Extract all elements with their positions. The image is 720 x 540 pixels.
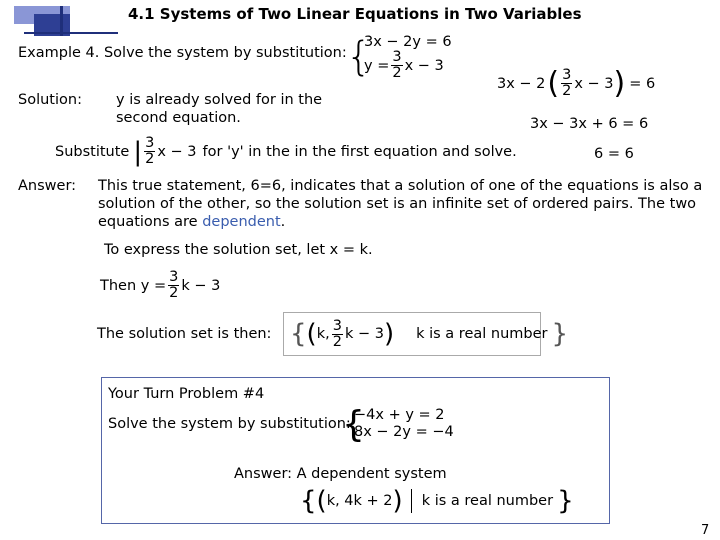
work-step2: 3x − 3x + 6 = 6: [530, 116, 649, 132]
your-turn-title: Your Turn Problem #4: [108, 386, 265, 402]
your-turn-box: Your Turn Problem #4 Solve the system by substitution: { −4x + y = 2 8x − 2y = −4 Answer: A dependent system {( k, 4k + 2 ) k is a real number }: [101, 377, 610, 524]
system-eq2: y = $\frac{3}{2}$ x − 3: [364, 49, 444, 81]
your-turn-set: {( k, 4k + 2 ) k is a real number }: [300, 486, 574, 516]
solution-line1: y is already solved for in the: [116, 92, 323, 108]
page-number: 7: [701, 523, 710, 538]
your-turn-answer: Answer: A dependent system: [234, 466, 447, 482]
answer-line1: This true statement, 6=6, indicates that a solution of one of the equations is also a: [98, 178, 703, 194]
your-turn-prompt: Solve the system by substitution:: [108, 416, 351, 432]
page-title: 4.1 Systems of Two Linear Equations in Two Variables: [128, 5, 582, 23]
answer-line2: solution of the other, so the solution set is an infinite set of ordered pairs. The two: [98, 196, 697, 212]
answer-label: Answer:: [18, 178, 77, 194]
example-label: Example 4. Solve the system by substitution:: [18, 45, 347, 61]
logo: [14, 6, 118, 34]
substitute-line: Substitute | $\frac{3}{2}$ x − 3 for 'y' in the in the first equation and solve.: [55, 135, 517, 167]
answer-line3: equations are dependent.: [98, 214, 286, 230]
set-label: The solution set is then:: [97, 326, 272, 342]
express-line: To express the solution set, let x = k.: [104, 242, 373, 258]
work-step1: 3x − 2 ( $\frac{3}{2}$ x − 3 ) = 6: [497, 65, 656, 101]
then-equation: Then y = $\frac{3}{2}$ k − 3: [100, 269, 221, 301]
work-step3: 6 = 6: [594, 146, 634, 162]
your-turn-eq1: −4x + y = 2: [354, 407, 445, 423]
dependent-term: dependent: [202, 214, 281, 230]
solution-set: { ( k, $\frac{3}{2}$ k − 3 ) k is a real number }: [283, 312, 541, 356]
solution-line2: second equation.: [116, 110, 241, 126]
your-turn-eq2: 8x − 2y = −4: [354, 424, 454, 440]
solution-label: Solution:: [18, 92, 82, 108]
system-eq1: 3x − 2y = 6: [364, 34, 452, 50]
